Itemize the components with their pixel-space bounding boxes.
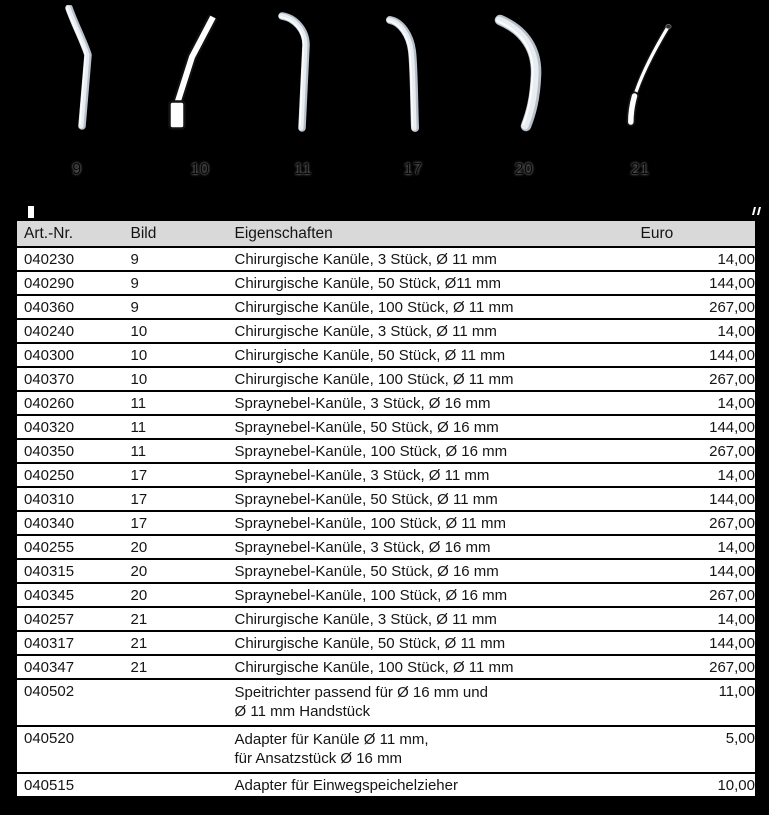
- cell-euro: 144,00: [634, 343, 757, 367]
- cell-euro: 267,00: [634, 439, 757, 463]
- cannula-figure-11: [248, 5, 358, 179]
- cell-bild: 21: [124, 655, 228, 679]
- table-row: [16, 439, 757, 463]
- cannula-10-image: [145, 5, 255, 135]
- cell-euro: 14,00: [634, 607, 757, 631]
- cell-art-nr: 040240: [16, 319, 124, 343]
- cell-eigenschaften: Chirurgische Kanüle, 50 Stück, Ø 11 mm: [228, 631, 634, 655]
- table-row: [16, 391, 757, 415]
- cell-bild: 9: [124, 295, 228, 319]
- cell-bild: [124, 679, 228, 726]
- header-euro: Euro: [634, 220, 757, 248]
- cell-eigenschaften: Spraynebel-Kanüle, 100 Stück, Ø 16 mm: [228, 583, 634, 607]
- table-row: [16, 463, 757, 487]
- cannula-figure-17: [358, 5, 468, 179]
- figure-label: 11: [294, 161, 312, 178]
- eigenschaften-line2: Ø 11 mm Handstück: [234, 703, 371, 720]
- cell-eigenschaften: [228, 726, 634, 773]
- header-art-nr: Art.-Nr.: [16, 220, 124, 248]
- cannula-figure-20: [469, 5, 579, 179]
- cell-eigenschaften: Spraynebel-Kanüle, 100 Stück, Ø 16 mm: [228, 439, 634, 463]
- cell-bild: 17: [124, 487, 228, 511]
- cell-art-nr: 040340: [16, 511, 124, 535]
- eigenschaften-line1: Speitrichter passend für Ø 16 mm und: [234, 684, 488, 701]
- table-row: [16, 511, 757, 535]
- cell-euro: 14,00: [634, 463, 757, 487]
- cell-euro: 144,00: [634, 415, 757, 439]
- cell-euro: 144,00: [634, 271, 757, 295]
- product-figures: [0, 0, 769, 200]
- table-row: [16, 679, 757, 726]
- cell-art-nr: 040320: [16, 415, 124, 439]
- header-bild: Bild: [124, 220, 228, 248]
- cell-art-nr: 040250: [16, 463, 124, 487]
- cell-eigenschaften: Chirurgische Kanüle, 3 Stück, Ø 11 mm: [228, 607, 634, 631]
- table-row: [16, 655, 757, 679]
- table-row: [16, 319, 757, 343]
- cell-art-nr: 040315: [16, 559, 124, 583]
- cell-euro: 267,00: [634, 295, 757, 319]
- cell-eigenschaften: Chirurgische Kanüle, 100 Stück, Ø 11 mm: [228, 295, 634, 319]
- cannula-figure-10: [145, 5, 255, 179]
- cell-bild: 11: [124, 415, 228, 439]
- cell-art-nr: 040345: [16, 583, 124, 607]
- table-header-row: [16, 220, 757, 248]
- cell-bild: 9: [124, 271, 228, 295]
- table-row: [16, 271, 757, 295]
- table-row: [16, 487, 757, 511]
- cannula-figure-9: [22, 5, 132, 179]
- figure-label: 17: [403, 161, 423, 178]
- table-row: [16, 415, 757, 439]
- cell-euro: 267,00: [634, 655, 757, 679]
- cell-eigenschaften: Spraynebel-Kanüle, 50 Stück, Ø 11 mm: [228, 487, 634, 511]
- cell-bild: 20: [124, 559, 228, 583]
- price-table: [14, 218, 758, 799]
- cell-eigenschaften: Spraynebel-Kanüle, 3 Stück, Ø 16 mm: [228, 535, 634, 559]
- cannula-17-image: [358, 5, 468, 135]
- cell-art-nr: 040310: [16, 487, 124, 511]
- cell-art-nr: 040260: [16, 391, 124, 415]
- cell-eigenschaften: Spraynebel-Kanüle, 3 Stück, Ø 16 mm: [228, 391, 634, 415]
- cell-art-nr: 040350: [16, 439, 124, 463]
- cell-bild: 20: [124, 535, 228, 559]
- cannula-20-image: [469, 5, 579, 135]
- price-table-wrap: [14, 218, 755, 799]
- table-row: [16, 247, 757, 271]
- cell-euro: 14,00: [634, 319, 757, 343]
- cell-eigenschaften: Chirurgische Kanüle, 3 Stück, Ø 11 mm: [228, 319, 634, 343]
- cell-eigenschaften: Chirurgische Kanüle, 50 Stück, Ø11 mm: [228, 271, 634, 295]
- cell-euro: 14,00: [634, 247, 757, 271]
- cell-art-nr: 040255: [16, 535, 124, 559]
- cell-bild: 10: [124, 319, 228, 343]
- cell-euro: 144,00: [634, 631, 757, 655]
- table-row: [16, 535, 757, 559]
- cell-bild: 17: [124, 463, 228, 487]
- cell-euro: 5,00: [634, 726, 757, 773]
- table-row: [16, 559, 757, 583]
- cell-art-nr: 040370: [16, 367, 124, 391]
- cell-bild: [124, 773, 228, 798]
- cell-art-nr: 040257: [16, 607, 124, 631]
- cell-art-nr: 040515: [16, 773, 124, 798]
- cell-bild: 10: [124, 343, 228, 367]
- cell-euro: 14,00: [634, 391, 757, 415]
- cell-bild: 9: [124, 247, 228, 271]
- cell-euro: 14,00: [634, 535, 757, 559]
- cell-euro: 267,00: [634, 583, 757, 607]
- table-row: [16, 583, 757, 607]
- cell-bild: 11: [124, 391, 228, 415]
- table-row: [16, 607, 757, 631]
- cell-bild: [124, 726, 228, 773]
- cell-eigenschaften: Chirurgische Kanüle, 100 Stück, Ø 11 mm: [228, 367, 634, 391]
- cell-bild: 10: [124, 367, 228, 391]
- cell-eigenschaften: [228, 679, 634, 726]
- table-row: [16, 343, 757, 367]
- cell-euro: 267,00: [634, 367, 757, 391]
- figure-label: 10: [190, 161, 210, 178]
- cannula-11-image: [248, 5, 358, 135]
- cell-eigenschaften: Spraynebel-Kanüle, 100 Stück, Ø 11 mm: [228, 511, 634, 535]
- eigenschaften-line1: Adapter für Kanüle Ø 11 mm,: [234, 731, 429, 748]
- cell-eigenschaften: Chirurgische Kanüle, 100 Stück, Ø 11 mm: [228, 655, 634, 679]
- table-row: [16, 631, 757, 655]
- figure-label: 20: [514, 161, 534, 178]
- cell-art-nr: 040300: [16, 343, 124, 367]
- cannula-21-image: [585, 5, 695, 135]
- cell-art-nr: 040317: [16, 631, 124, 655]
- table-row: [16, 726, 757, 773]
- cell-bild: 20: [124, 583, 228, 607]
- figure-label: 9: [72, 161, 82, 178]
- cell-art-nr: 040347: [16, 655, 124, 679]
- header-eigenschaften: Eigenschaften: [228, 220, 634, 248]
- cell-bild: 11: [124, 439, 228, 463]
- cell-art-nr: 040360: [16, 295, 124, 319]
- cannula-figure-21: [585, 5, 695, 179]
- cell-eigenschaften: Spraynebel-Kanüle, 50 Stück, Ø 16 mm: [228, 559, 634, 583]
- cell-art-nr: 040502: [16, 679, 124, 726]
- table-row: [16, 367, 757, 391]
- cell-eigenschaften: Spraynebel-Kanüle, 3 Stück, Ø 11 mm: [228, 463, 634, 487]
- table-row: [16, 773, 757, 798]
- table-row: [16, 295, 757, 319]
- cell-euro: 10,00: [634, 773, 757, 798]
- cell-euro: 11,00: [634, 679, 757, 726]
- cell-eigenschaften: Chirurgische Kanüle, 3 Stück, Ø 11 mm: [228, 247, 634, 271]
- cell-art-nr: 040230: [16, 247, 124, 271]
- eigenschaften-line2: für Ansatzstück Ø 16 mm: [234, 750, 403, 767]
- scan-artifact-quote: [752, 207, 764, 216]
- cell-euro: 144,00: [634, 487, 757, 511]
- cell-bild: 17: [124, 511, 228, 535]
- cell-bild: 21: [124, 607, 228, 631]
- cell-art-nr: 040520: [16, 726, 124, 773]
- figure-label: 21: [630, 161, 650, 178]
- cell-euro: 144,00: [634, 559, 757, 583]
- cannula-9-image: [22, 5, 132, 135]
- cell-eigenschaften: Chirurgische Kanüle, 50 Stück, Ø 11 mm: [228, 343, 634, 367]
- cell-eigenschaften: Adapter für Einwegspeichelzieher: [228, 773, 634, 798]
- scan-artifact-notch: [28, 206, 34, 218]
- cell-eigenschaften: Spraynebel-Kanüle, 50 Stück, Ø 16 mm: [228, 415, 634, 439]
- cell-art-nr: 040290: [16, 271, 124, 295]
- cell-euro: 267,00: [634, 511, 757, 535]
- cell-bild: 21: [124, 631, 228, 655]
